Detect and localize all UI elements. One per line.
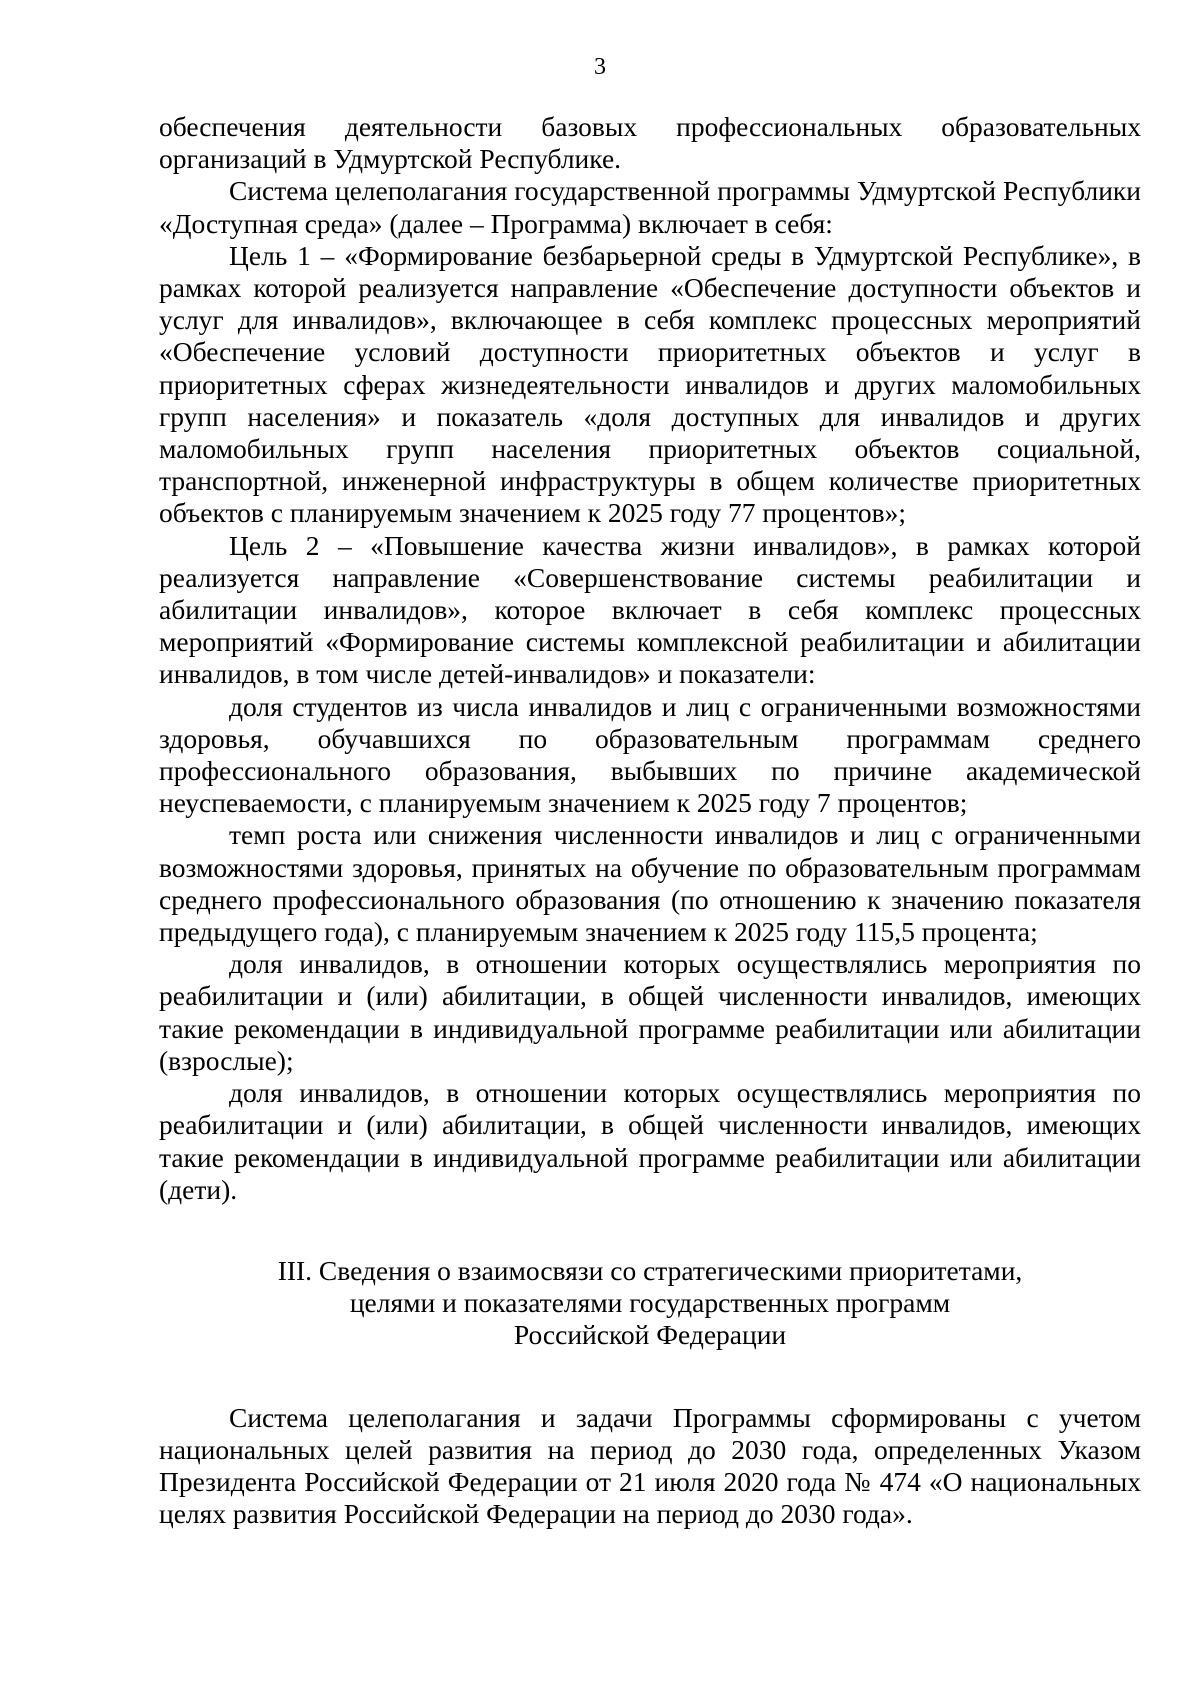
paragraph-indicator-adults: доля инвалидов, в отношении которых осуществлялись мероприятия по реабилитации и (или) абилитации, в общей численности инвалидов, имеющих такие рекомендации в индивидуальной программе реабилитации или абилитации (взрослые); — [159, 948, 1141, 1076]
paragraph-national-goals: Система целеполагания и задачи Программы сформированы с учетом национальных целей развития на период до 2030 года, определенных Указом Президента Российской Федерации от 21 июля 2020 года № 474 «О национальных целях развития Российской Федерации на период до 2030 года». — [159, 1401, 1141, 1530]
section-heading-line: III. Сведения о взаимосвязи со стратегическими приоритетами, — [277, 1254, 1023, 1286]
paragraph-indicator-students: доля студентов из числа инвалидов и лиц с ограниченными возможностями здоровья, обучавшихся по образовательным программам среднего профессионального образования, выбывших по причине академической неуспеваемости, с планируемым значением к 2025 году 7 процентов; — [159, 690, 1141, 819]
section-heading-line: Российской Федерации — [513, 1319, 787, 1351]
paragraph-goal-system: Система целеполагания государственной программы Удмуртской Республики «Доступная среда» (далее – Программа) включает в себя: — [159, 175, 1141, 239]
paragraph-indicator-children: доля инвалидов, в отношении которых осуществлялись мероприятия по реабилитации и (или) абилитации, в общей численности инвалидов, имеющих такие рекомендации в индивидуальной программе реабилитации или абилитации (дети). — [159, 1077, 1141, 1205]
paragraph-indicator-growth-rate: темп роста или снижения численности инвалидов и лиц с ограниченными возможностями здоровья, принятых на обучение по образовательным программам среднего профессионального образования (по отношению к значению показателя предыдущего года), с планируемым значением к 2025 году 115,5 процента; — [159, 819, 1141, 948]
paragraph-continuation: обеспечения деятельности базовых профессиональных образовательных организаций в Удмуртской Республике. — [159, 111, 1141, 175]
page-number: 3 — [594, 54, 606, 80]
section-heading-line: целями и показателями государственных программ — [349, 1287, 951, 1319]
section-heading — [159, 1255, 1141, 1352]
paragraph-goal-2: Цель 2 – «Повышение качества жизни инвалидов», в рамках которой реализуется направление «Совершенствование системы реабилитации и абилитации инвалидов», которое включает в себя комплекс процессных мероприятий «Формирование системы комплексной реабилитации и абилитации инвалидов, в том числе детей-инвалидов» и показатели: — [159, 529, 1141, 690]
paragraph-goal-1: Цель 1 – «Формирование безбарьерной среды в Удмуртской Республике», в рамках которой реализуется направление «Обеспечение доступности объектов и услуг для инвалидов», включающее в себя комплекс процессных мероприятий «Обеспечение условий доступности приоритетных объектов и услуг в приоритетных сферах жизнедеятельности инвалидов и других маломобильных групп населения» и показатель «доля доступных для инвалидов и других маломобильных групп населения приоритетных объектов социальной, транспортной, инженерной инфраструктуры в общем количестве приоритетных объектов с планируемым значением к 2025 году 77 процентов»; — [159, 239, 1141, 529]
document-body — [159, 111, 1141, 1530]
